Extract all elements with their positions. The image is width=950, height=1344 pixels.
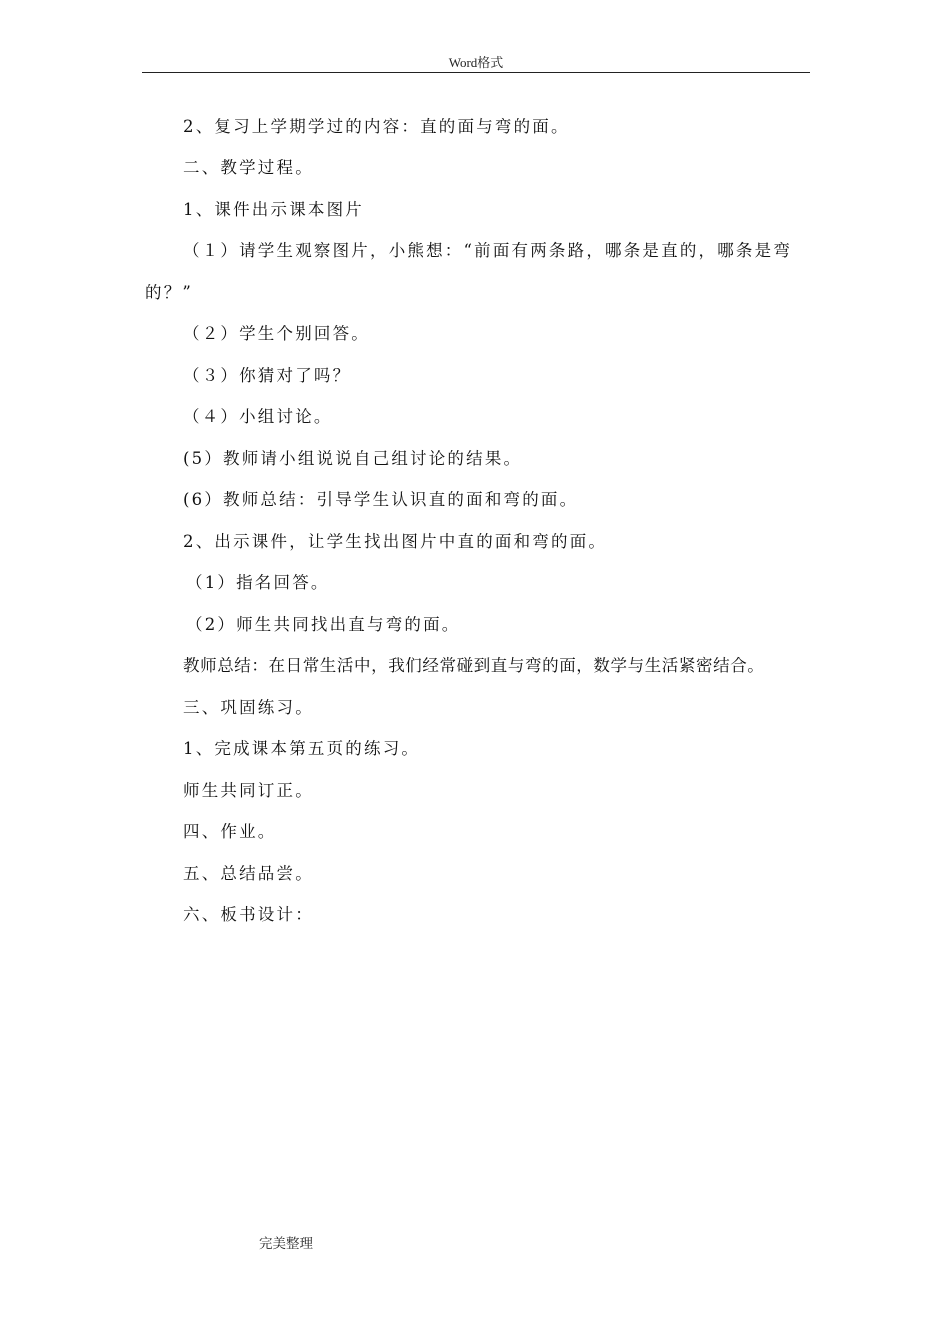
paragraph-individual-answers: （２）学生个别回答。 xyxy=(183,324,370,343)
paragraph-did-you-guess: （３）你猜对了吗？ xyxy=(183,366,352,385)
paragraph-observe-picture-continued: 的？” xyxy=(145,283,194,302)
section-heading-homework: 四、作业。 xyxy=(183,822,277,841)
paragraph-show-courseware: 2、出示课件，让学生找出图片中直的面和弯的面。 xyxy=(183,532,608,551)
paragraph-find-faces: （2）师生共同找出直与弯的面。 xyxy=(186,615,461,634)
section-heading-teaching-process: 二、教学过程。 xyxy=(183,158,314,177)
paragraph-complete-exercise: 1、完成课本第五页的练习。 xyxy=(183,739,421,758)
paragraph-teacher-summary: (6）教师总结：引导学生认识直的面和弯的面。 xyxy=(183,490,579,509)
paragraph-group-results: (5）教师请小组说说自己组讨论的结果。 xyxy=(183,449,523,468)
paragraph-observe-picture: （１）请学生观察图片，小熊想：“前面有两条路，哪条是直的，哪条是弯 xyxy=(183,241,793,260)
paragraph-name-answers: （1）指名回答。 xyxy=(186,573,330,592)
paragraph-teacher-conclusion: 教师总结：在日常生活中，我们经常碰到直与弯的面，数学与生活紧密结合。 xyxy=(183,656,765,675)
section-heading-practice: 三、巩固练习。 xyxy=(183,698,314,717)
paragraph-group-discussion: （４）小组讨论。 xyxy=(183,407,333,426)
paragraph-review: 2、复习上学期学过的内容：直的面与弯的面。 xyxy=(183,117,570,136)
section-heading-board-design: 六、板书设计： xyxy=(183,905,314,924)
paragraph-courseware-picture: 1、课件出示课本图片 xyxy=(183,200,364,219)
section-heading-summary: 五、总结品尝。 xyxy=(183,864,314,883)
header-divider xyxy=(142,72,810,73)
page-footer: 完美整理 xyxy=(259,1236,313,1251)
page-header: Word格式 xyxy=(448,55,504,70)
paragraph-joint-correction: 师生共同订正。 xyxy=(183,781,314,800)
